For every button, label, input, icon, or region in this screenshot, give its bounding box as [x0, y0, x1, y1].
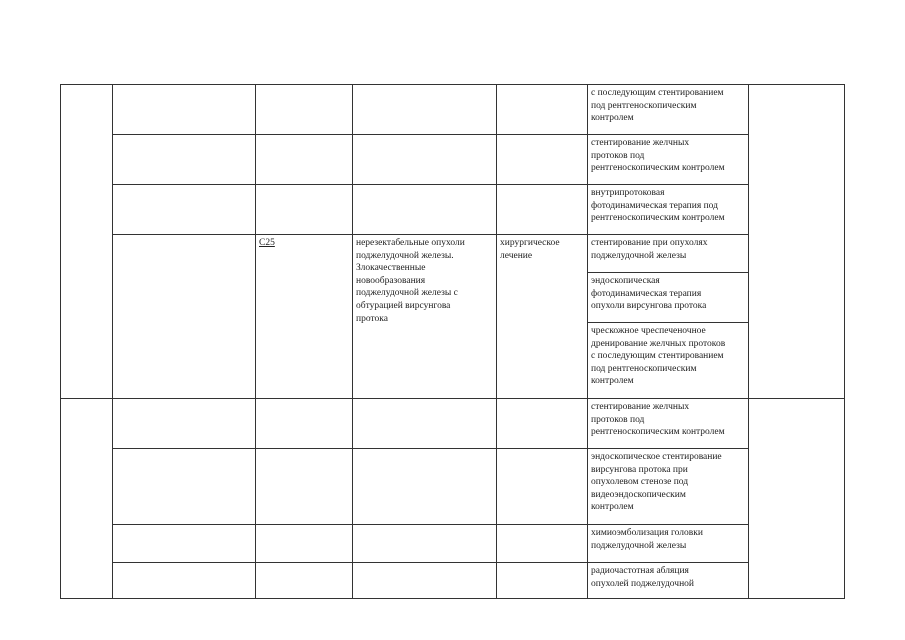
- code-cell: [256, 235, 353, 399]
- diagnosis-cell: [353, 185, 497, 235]
- code-cell: [256, 85, 353, 135]
- treatment-type-cell: [497, 135, 588, 185]
- method-cell: эндоскопическое стентирование вирсунгова протока при опухолевом стенозе под видеоэндоскопическим контролем: [588, 449, 749, 525]
- table-row: [61, 135, 845, 185]
- table-row: [61, 235, 845, 399]
- icd-code: C25: [259, 238, 275, 248]
- method-cell: химиоэмболизация головки поджелудочной железы: [588, 525, 749, 563]
- table-row: [61, 563, 845, 599]
- diagnosis-cell: [353, 135, 497, 185]
- table-row: [61, 449, 845, 525]
- code-cell: [256, 399, 353, 449]
- treatment-type-cell: [497, 399, 588, 449]
- method-cell: стентирование желчных протоков под рентгеноскопическим контролем: [588, 399, 749, 449]
- table-row: [61, 85, 845, 135]
- treatment-type-cell: [497, 563, 588, 599]
- table-row: [61, 185, 845, 235]
- method-item: стентирование при опухолях поджелудочной железы: [588, 235, 748, 273]
- code-cell: [256, 563, 353, 599]
- treatment-type-cell: [497, 85, 588, 135]
- cost-cell: [749, 85, 845, 399]
- number-cell: [61, 85, 113, 399]
- procedures-table: [60, 84, 845, 599]
- treatment-type-cell: [497, 185, 588, 235]
- cost-cell: [749, 399, 845, 599]
- profile-cell: [113, 235, 256, 399]
- method-cell: [588, 235, 749, 399]
- treatment-type-cell: хирургическое лечение: [497, 235, 588, 399]
- code-cell: [256, 525, 353, 563]
- method-item: эндоскопическая фотодинамическая терапия опухоли вирсунгова протока: [588, 273, 748, 323]
- profile-cell: [113, 399, 256, 449]
- code-cell: [256, 135, 353, 185]
- profile-cell: [113, 563, 256, 599]
- diagnosis-cell: [353, 563, 497, 599]
- diagnosis-cell: [353, 399, 497, 449]
- method-item: чрескожное чреспеченочное дренирование желчных протоков с последующим стентированием под рентгеноскопическим контролем: [591, 326, 726, 387]
- profile-cell: [113, 525, 256, 563]
- method-cell: стентирование желчных протоков под рентгеноскопическим контролем: [588, 135, 749, 185]
- method-cell: внутрипротоковая фотодинамическая терапия под рентгеноскопическим контролем: [588, 185, 749, 235]
- code-cell: [256, 449, 353, 525]
- treatment-type-cell: [497, 525, 588, 563]
- diagnosis-cell: [353, 85, 497, 135]
- treatment-type-cell: [497, 449, 588, 525]
- method-cell: с последующим стентированием под рентгеноскопическим контролем: [588, 85, 749, 135]
- profile-cell: [113, 449, 256, 525]
- diagnosis-cell: [353, 449, 497, 525]
- table-row: [61, 399, 845, 449]
- code-cell: [256, 185, 353, 235]
- profile-cell: [113, 135, 256, 185]
- diagnosis-cell: нерезектабельные опухоли поджелудочной железы. Злокачественные новообразования поджелудочной железы с обтурацией вирсунгова протока: [353, 235, 497, 399]
- method-cell: радиочастотная абляция опухолей поджелудочной: [588, 563, 749, 599]
- profile-cell: [113, 85, 256, 135]
- table-row: [61, 525, 845, 563]
- profile-cell: [113, 185, 256, 235]
- number-cell: [61, 399, 113, 599]
- diagnosis-cell: [353, 525, 497, 563]
